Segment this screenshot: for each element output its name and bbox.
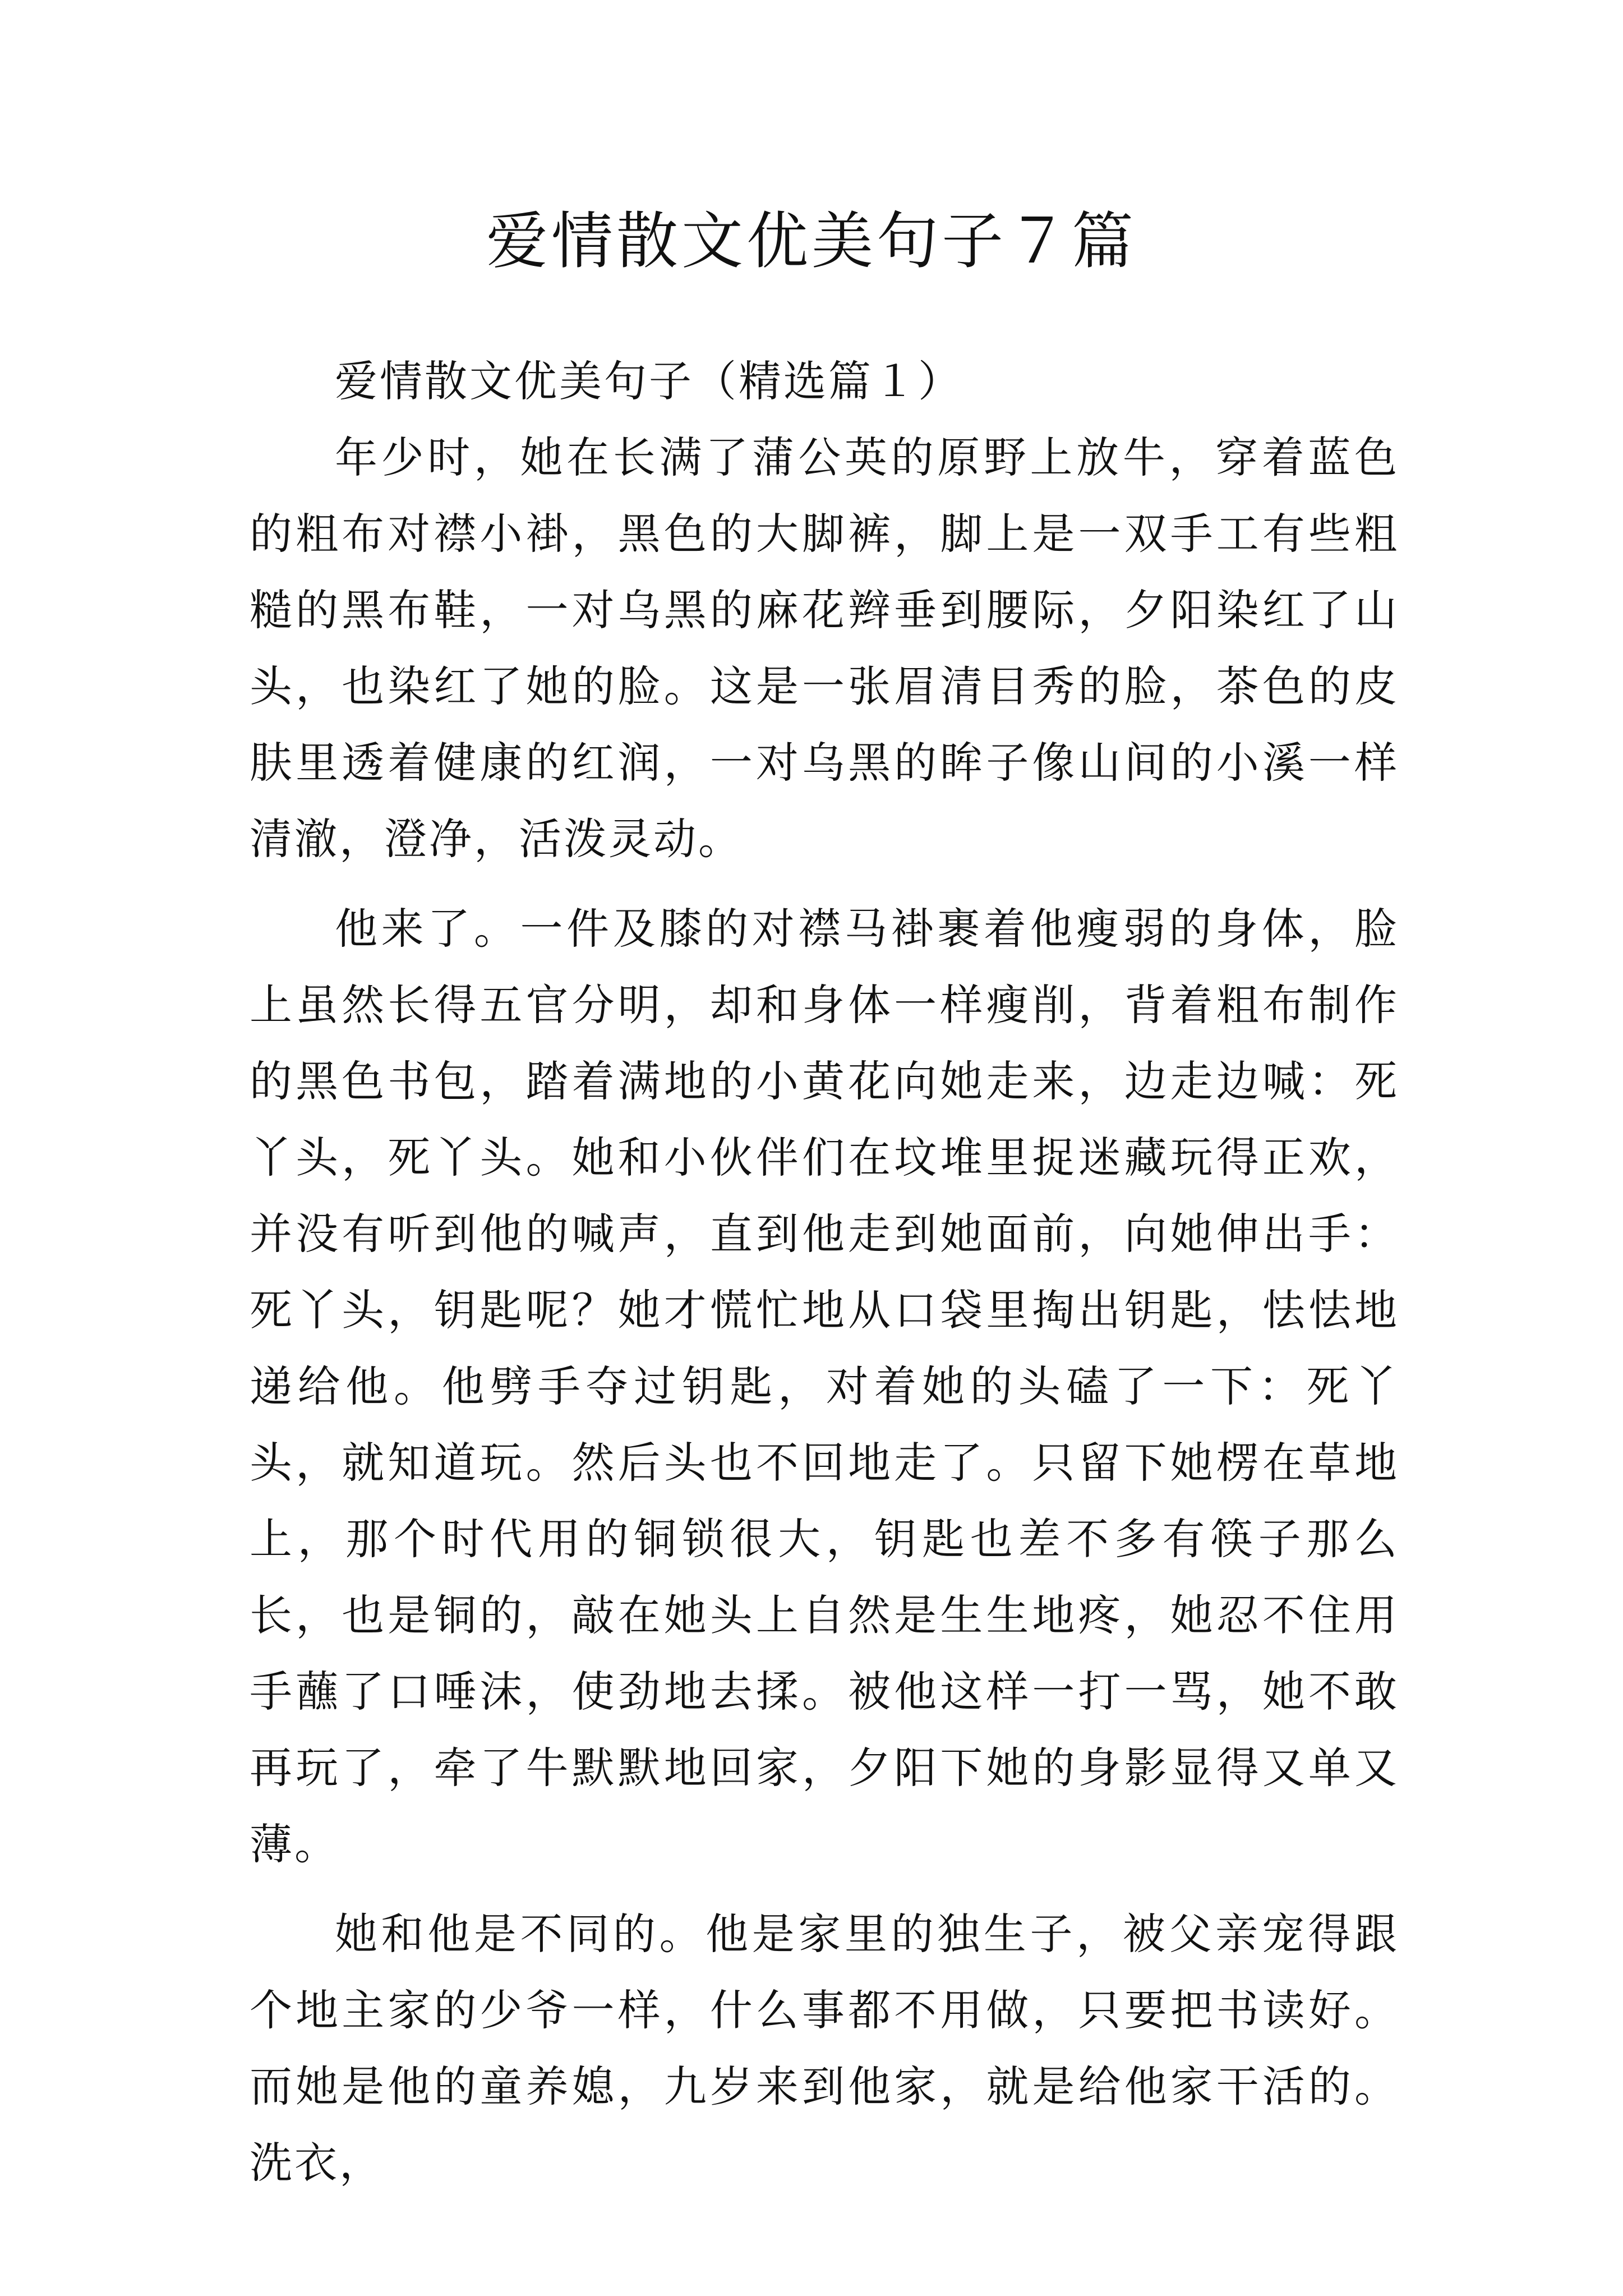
document-body bbox=[250, 343, 1399, 2215]
body-paragraph: 他来了。一件及膝的对襟马褂裹着他瘦弱的身体，脸上虽然长得五官分明，却和身体一样瘦削，背着粗布制作的黑色书包，踏着满地的小黄花向她走来，边走边喊：死丫头，死丫头。她和小伙伴们在坟堆里捉迷藏玩得正欢，并没有听到他的喊声，直到他走到她面前，向她伸出手：死丫头，钥匙呢？她才慌忙地从口袋里掏出钥匙，怯怯地递给他。他劈手夺过钥匙，对着她的头磕了一下：死丫头，就知道玩。然后头也不回地走了。只留下她楞在草地上，那个时代用的铜锁很大，钥匙也差不多有筷子那么长，也是铜的，敲在她头上自然是生生地疼，她忍不住用手蘸了口唾沫，使劲地去揉。被他这样一打一骂，她不敢再玩了，牵了牛默默地回家，夕阳下她的身影显得又单又薄。 bbox=[250, 904, 1399, 1869]
document-title: 爱情散文优美句子７篇 bbox=[486, 205, 1137, 277]
body-paragraph: 她和他是不同的。他是家里的独生子，被父亲宠得跟个地主家的少爷一样，什么事都不用做，只要把书读好。而她是他的童养媳，九岁来到他家，就是给他家干活的。洗衣， bbox=[250, 1909, 1399, 2188]
section-heading: 爱情散文优美句子（精选篇１） bbox=[335, 356, 963, 406]
body-paragraph: 年少时，她在长满了蒲公英的原野上放牛，穿着蓝色的粗布对襟小褂，黑色的大脚裤，脚上是一双手工有些粗糙的黑布鞋，一对乌黑的麻花辫垂到腰际，夕阳染红了山头，也染红了她的脸。这是一张眉清目秀的脸，茶色的皮肤里透着健康的红润，一对乌黑的眸子像山间的小溪一样清澈，澄净，活泼灵动。 bbox=[250, 432, 1399, 864]
